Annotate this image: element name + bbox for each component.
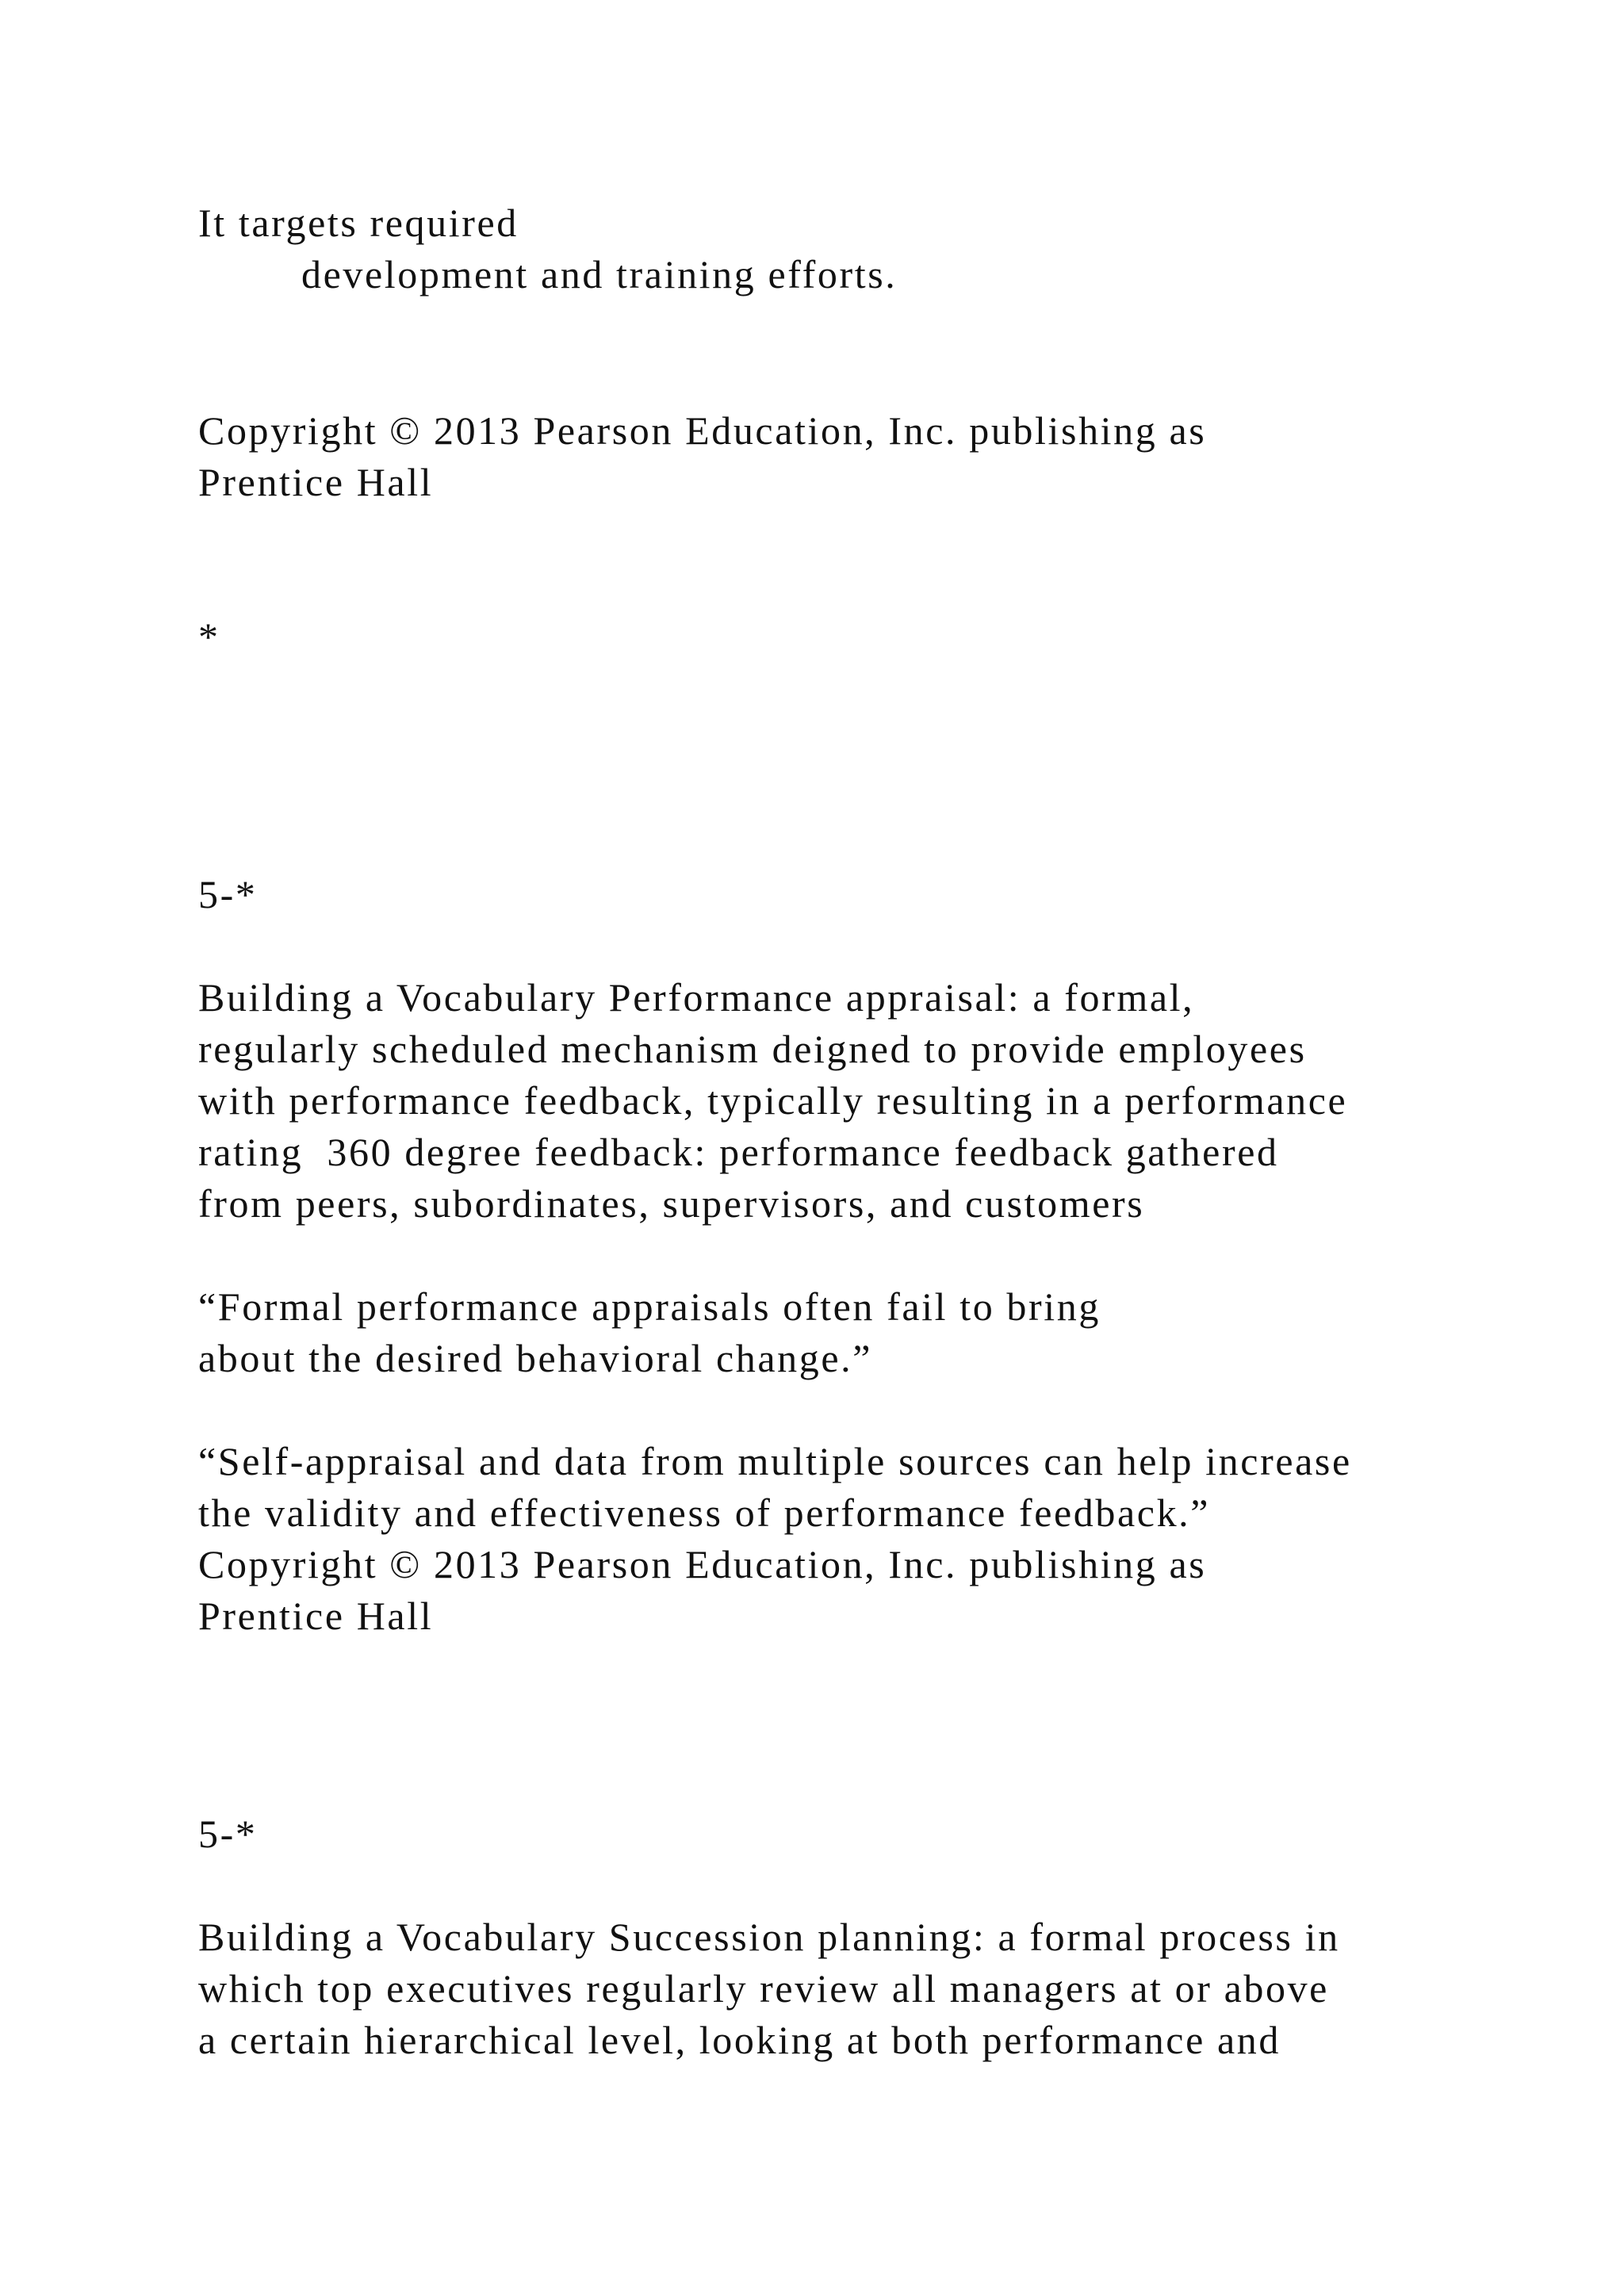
copyright-line: Copyright © 2013 Pearson Education, Inc. publishing as xyxy=(198,1542,1207,1586)
vocab-paragraph-line: rating 360 degree feedback: performance feedback gathered xyxy=(198,1130,1279,1174)
vocab-paragraph-line: regularly scheduled mechanism deigned to provide employees xyxy=(198,1027,1307,1071)
text-line: It targets required xyxy=(198,201,519,245)
vocab-paragraph-line: a certain hierarchical level, looking at both performance and xyxy=(198,2018,1281,2062)
copyright-line: Prentice Hall xyxy=(198,460,434,504)
asterisk-marker: * xyxy=(198,614,220,659)
quote-line: the validity and effectiveness of performance feedback.” xyxy=(198,1490,1211,1535)
copyright-line: Prentice Hall xyxy=(198,1594,434,1638)
quote-line: “Self-appraisal and data from multiple sources can help increase xyxy=(198,1439,1352,1483)
copyright-line: Copyright © 2013 Pearson Education, Inc. publishing as xyxy=(198,408,1207,453)
vocab-paragraph-line: with performance feedback, typically resulting in a performance xyxy=(198,1078,1348,1123)
quote-line: about the desired behavioral change.” xyxy=(198,1336,873,1380)
slide-number: 5-* xyxy=(198,872,258,916)
vocab-paragraph-line: which top executives regularly review all managers at or above xyxy=(198,1966,1329,2011)
vocab-paragraph-line: Building a Vocabulary Performance appraisal: a formal, xyxy=(198,975,1195,1020)
slide-number: 5-* xyxy=(198,1812,258,1856)
text-line-indented: development and training efforts. xyxy=(301,252,898,297)
vocab-paragraph-line: Building a Vocabulary Succession planning: a formal process in xyxy=(198,1915,1340,1959)
quote-line: “Formal performance appraisals often fail to bring xyxy=(198,1284,1101,1329)
vocab-paragraph-line: from peers, subordinates, supervisors, and customers xyxy=(198,1181,1145,1226)
